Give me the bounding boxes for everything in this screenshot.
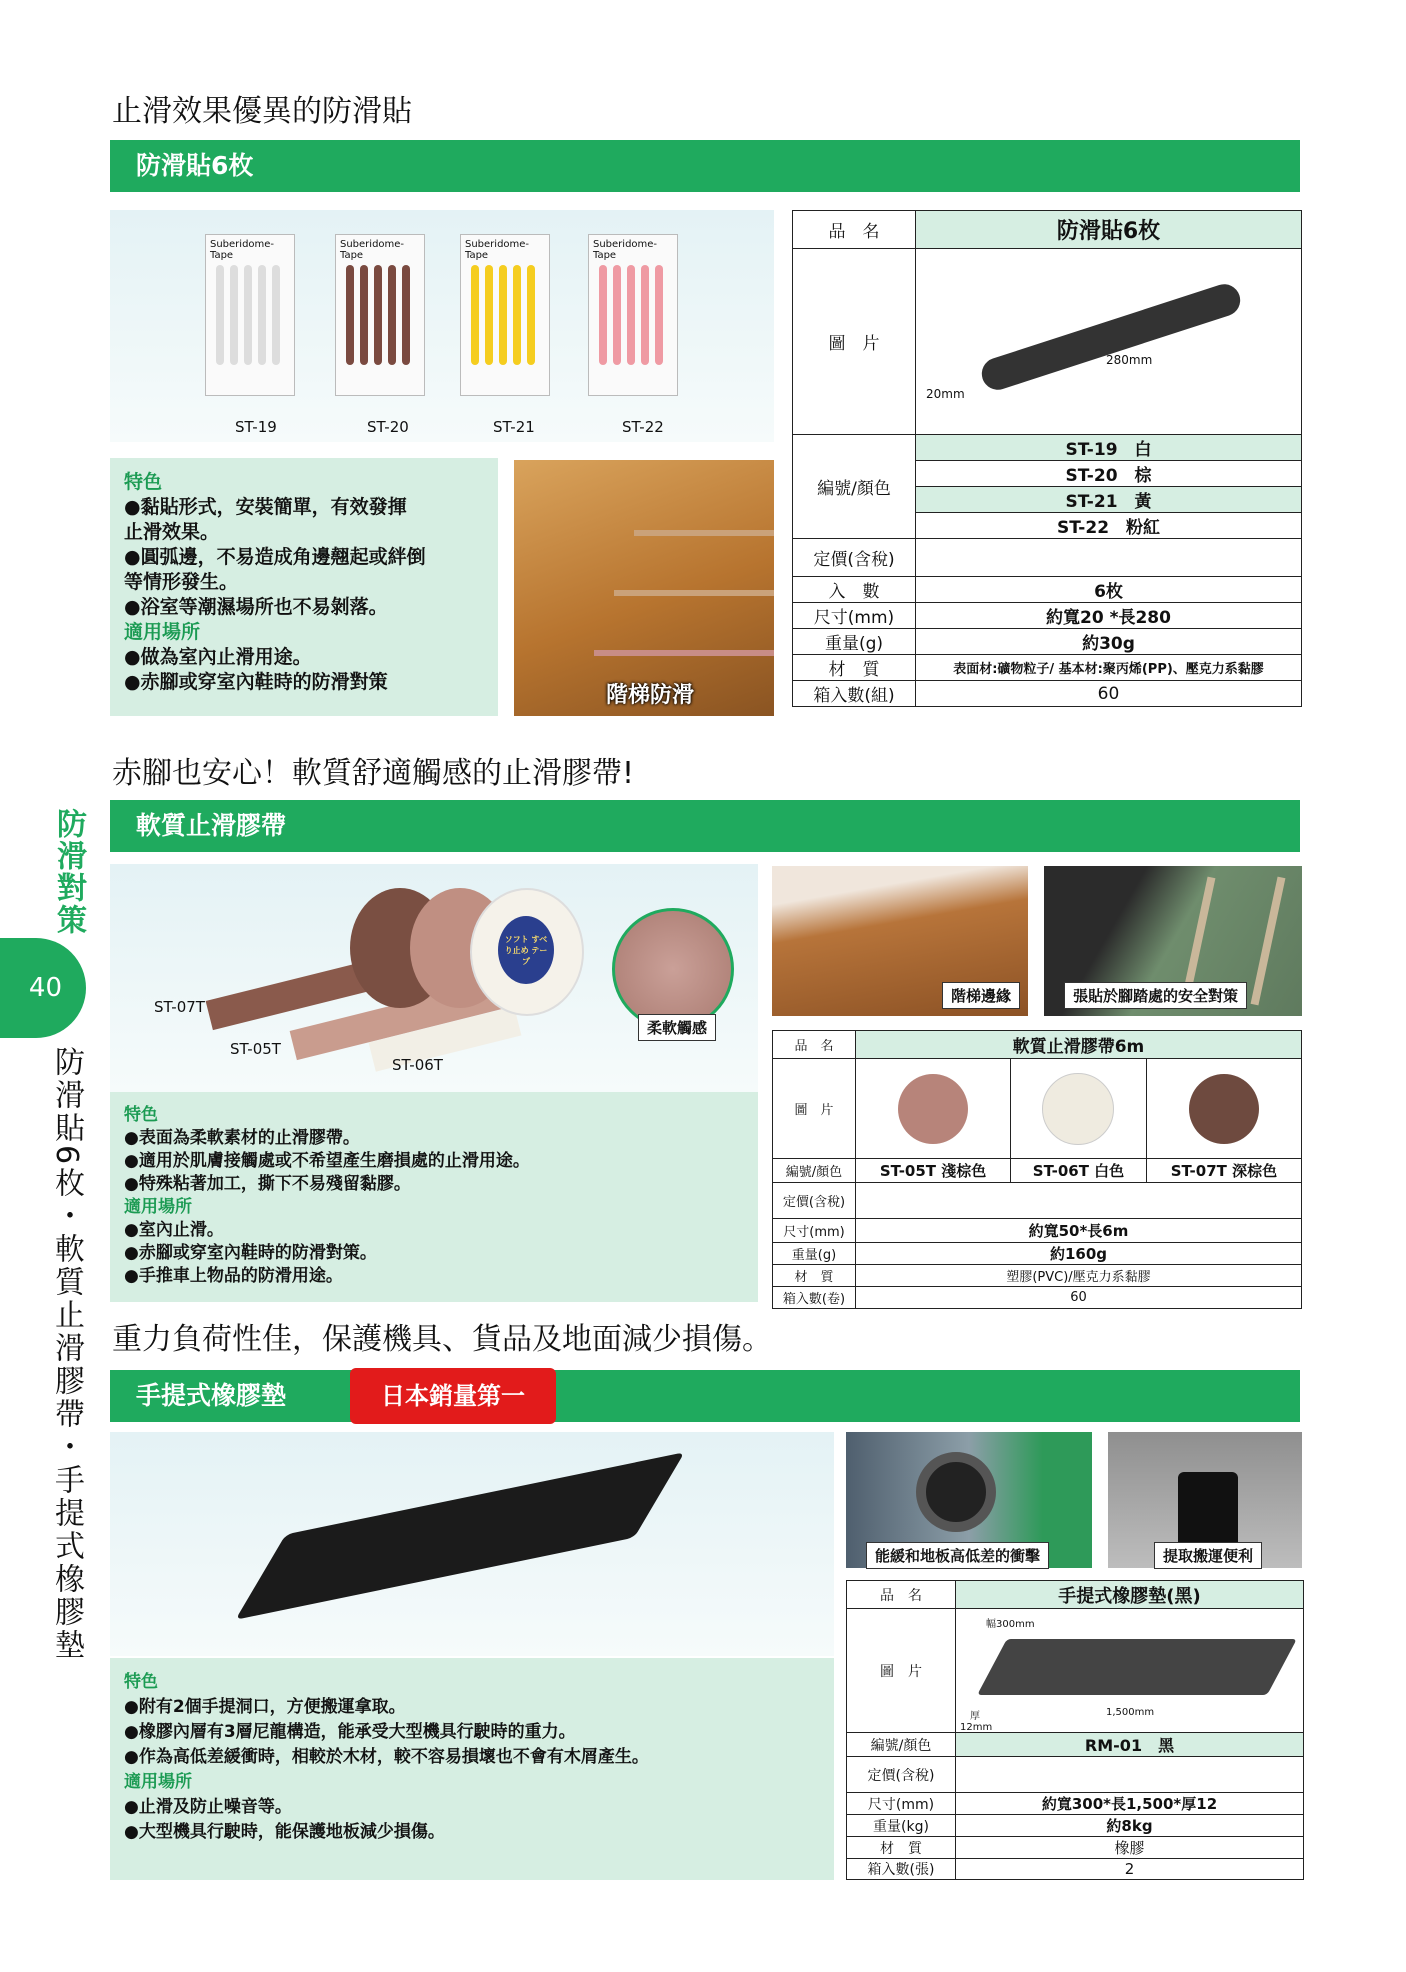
feature-line: ●作為高低差緩衝時，相較於木材，較不容易損壞也不會有木屑產生。: [124, 1747, 649, 1767]
usage-title: 適用場所: [124, 1197, 192, 1217]
spec-image: [956, 1609, 1304, 1733]
usage-line: ●赤腳或穿室內鞋時的防滑對策。: [124, 1243, 377, 1263]
section3-spec-table: [846, 1580, 1304, 1880]
spec-price: [856, 1183, 1302, 1219]
section3-headline: 重力負荷性佳，保護機具、貨品及地面減少損傷。: [112, 1322, 772, 1357]
spec-product-name: 防滑貼6枚: [916, 211, 1302, 249]
footstep-caption: 張貼於腳踏處的安全對策: [1064, 982, 1247, 1009]
section3-features: [110, 1658, 834, 1880]
spec-image-st06t: [1011, 1059, 1147, 1159]
roll-label-st06t: ST-06T: [392, 1056, 443, 1074]
feature-title: 特色: [124, 471, 163, 493]
spec-label: 重量(g): [773, 1243, 856, 1265]
spec-label: 編號/顏色: [793, 435, 916, 539]
section1-headline: 止滑效果優異的防滑貼: [112, 94, 412, 129]
section1-spec-table: [792, 210, 1302, 707]
package-st22: [588, 234, 678, 396]
spec-label: 品 名: [773, 1031, 856, 1059]
soft-texture-caption: 柔軟觸感: [638, 1014, 716, 1041]
feature-line: ●黏貼形式，安裝簡單，有效發揮: [124, 496, 407, 518]
feature-line: ●適用於肌膚接觸處或不希望產生磨損處的止滑用途。: [124, 1151, 530, 1171]
package-label-st19: ST-19: [235, 418, 277, 436]
package-label-st21: ST-21: [493, 418, 535, 436]
spec-label: 定價(含稅): [773, 1183, 856, 1219]
bestseller-badge: 日本銷量第一: [350, 1368, 556, 1424]
section2-bar: 軟質止滑膠帶: [110, 800, 1300, 852]
spec-code: ST-07T 深棕色: [1146, 1159, 1301, 1183]
package-label-st22: ST-22: [622, 418, 664, 436]
feature-line: ●特殊粘著加工，撕下不易殘留黏膠。: [124, 1174, 411, 1194]
page-number-badge: [0, 938, 86, 1038]
spec-label: 定價(含稅): [847, 1757, 956, 1793]
spec-label: 尺寸(mm): [847, 1793, 956, 1815]
side-products-text: 防滑貼6枚・軟質止滑膠帶・手提式橡膠墊: [49, 1046, 84, 1663]
roll-core-text: ソフト すべり止め テープ: [504, 935, 548, 966]
spec-size: 約寬300*長1,500*厚12: [956, 1793, 1304, 1815]
package-st19: [205, 234, 295, 396]
spec-code-row: ST-20 棕: [916, 461, 1302, 487]
section2-spec-table: [772, 1030, 1302, 1309]
package-label-st20: ST-20: [367, 418, 409, 436]
spec-label: 重量(g): [793, 629, 916, 655]
package-brand: Suberidome-Tape: [465, 239, 530, 261]
package-brand: Suberidome-Tape: [593, 239, 658, 261]
spec-label: 編號/顏色: [847, 1733, 956, 1757]
forklift-caption: 能緩和地板高低差的衝擊: [866, 1542, 1049, 1569]
stair-edge-caption: 階梯邊緣: [942, 982, 1020, 1009]
spec-label: 箱入數(張): [847, 1859, 956, 1880]
spec-material: 表面材:礦物粒子/ 基本材:聚丙烯(PP)、壓克力系黏膠: [916, 655, 1302, 681]
spec-box: 60: [856, 1287, 1302, 1309]
spec-product-name: 手提式橡膠墊(黑): [956, 1581, 1304, 1609]
soft-texture-closeup: [612, 908, 734, 1030]
section2-headline: 赤腳也安心！軟質舒適觸感的止滑膠帶!: [112, 756, 635, 791]
usage-line: ●大型機具行駛時，能保護地板減少損傷。: [124, 1822, 445, 1842]
dim-width: 幅300mm: [986, 1619, 1035, 1630]
stair-photo-caption: 階梯防滑: [606, 683, 695, 708]
spec-label: 材 質: [793, 655, 916, 681]
spec-product-name: 軟質止滑膠帶6m: [856, 1031, 1302, 1059]
spec-label: 材 質: [773, 1265, 856, 1287]
spec-label: 材 質: [847, 1837, 956, 1859]
section3-product-photo: [110, 1432, 834, 1656]
spec-price: [956, 1757, 1304, 1793]
spec-code-row: ST-21 黃: [916, 487, 1302, 513]
section1-product-photo: [110, 210, 774, 442]
package-brand: Suberidome-Tape: [210, 239, 275, 261]
feature-line: 等情形發生。: [124, 571, 239, 593]
usage-title: 適用場所: [124, 621, 201, 643]
spec-label: 重量(kg): [847, 1815, 956, 1837]
spec-image: [916, 249, 1302, 435]
spec-box: 60: [916, 681, 1302, 707]
spec-label: 尺寸(mm): [773, 1219, 856, 1243]
section2-product-photo: [110, 864, 758, 1092]
usage-line: ●赤腳或穿室內鞋時的防滑對策: [124, 671, 388, 693]
spec-label: 圖 片: [773, 1059, 856, 1159]
page-number: 40: [28, 973, 62, 1003]
section1-features: [110, 458, 498, 716]
spec-label: 入 數: [793, 577, 916, 603]
spec-size: 約寬50*長6m: [856, 1219, 1302, 1243]
side-category-text: 防滑對策: [51, 808, 86, 936]
spec-code: ST-05T 淺棕色: [856, 1159, 1011, 1183]
side-products-label: [44, 1046, 90, 1670]
section3-bar: 手提式橡膠墊: [110, 1370, 1300, 1422]
spec-label: 尺寸(mm): [793, 603, 916, 629]
usage-line: ●做為室內止滑用途。: [124, 646, 312, 668]
spec-material: 塑膠(PVC)/壓克力系黏膠: [856, 1265, 1302, 1287]
usage-line: ●手推車上物品的防滑用途。: [124, 1266, 343, 1286]
spec-weight: 約30g: [916, 629, 1302, 655]
spec-label: 箱入數(組): [793, 681, 916, 707]
feature-line: 止滑效果。: [124, 521, 220, 543]
usage-title: 適用場所: [124, 1772, 192, 1792]
spec-price: [916, 539, 1302, 577]
spec-code-row: ST-19 白: [916, 435, 1302, 461]
stair-photo: [514, 460, 774, 716]
carry-caption: 提取搬運便利: [1154, 1542, 1262, 1569]
spec-label: 品 名: [847, 1581, 956, 1609]
carry-photo: [1108, 1432, 1302, 1568]
usage-line: ●室內止滑。: [124, 1220, 224, 1240]
roll-label-st05t: ST-05T: [230, 1040, 281, 1058]
spec-label: 圖 片: [847, 1609, 956, 1733]
spec-label: 圖 片: [793, 249, 916, 435]
spec-size: 約寬20 *長280: [916, 603, 1302, 629]
rubber-mat-image: [235, 1452, 684, 1620]
section2-features: [110, 1092, 758, 1302]
feature-title: 特色: [124, 1672, 158, 1692]
package-st20: [335, 234, 425, 396]
roll-label-st07t: ST-07T: [154, 998, 205, 1016]
dim-length: 280mm: [1106, 353, 1153, 367]
feature-line: ●橡膠內層有3層尼龍構造，能承受大型機具行駛時的重力。: [124, 1722, 576, 1742]
spec-label: 定價(含稅): [793, 539, 916, 577]
side-category-label: [50, 808, 84, 945]
forklift-photo: [846, 1432, 1092, 1568]
spec-label: 箱入數(卷): [773, 1287, 856, 1309]
dim-width: 20mm: [926, 387, 965, 401]
section1-bar: 防滑貼6枚: [110, 140, 1300, 192]
dim-thickness: 厚 12mm: [960, 1711, 993, 1733]
spec-label: 編號/顏色: [773, 1159, 856, 1183]
feature-title: 特色: [124, 1105, 158, 1125]
spec-image-st07t: [1146, 1059, 1301, 1159]
feature-line: ●圓弧邊，不易造成角邊翹起或絆倒: [124, 546, 426, 568]
spec-code-row: ST-22 粉紅: [916, 513, 1302, 539]
spec-image-st05t: [856, 1059, 1011, 1159]
feature-line: ●表面為柔軟素材的止滑膠帶。: [124, 1128, 360, 1148]
dim-length: 1,500mm: [1106, 1707, 1155, 1718]
spec-code: RM-01 黑: [956, 1733, 1304, 1757]
package-st21: [460, 234, 550, 396]
feature-line: ●浴室等潮濕場所也不易剝落。: [124, 596, 388, 618]
package-brand: Suberidome-Tape: [340, 239, 405, 261]
spec-weight: 約160g: [856, 1243, 1302, 1265]
usage-line: ●止滑及防止噪音等。: [124, 1797, 292, 1817]
footstep-photo: [1044, 866, 1302, 1016]
spec-weight: 約8kg: [956, 1815, 1304, 1837]
spec-box: 2: [956, 1859, 1304, 1880]
feature-line: ●附有2個手提洞口，方便搬運拿取。: [124, 1697, 406, 1717]
spec-qty: 6枚: [916, 577, 1302, 603]
stair-edge-photo: [772, 866, 1028, 1016]
spec-code: ST-06T 白色: [1011, 1159, 1147, 1183]
spec-label: 品 名: [793, 211, 916, 249]
spec-material: 橡膠: [956, 1837, 1304, 1859]
